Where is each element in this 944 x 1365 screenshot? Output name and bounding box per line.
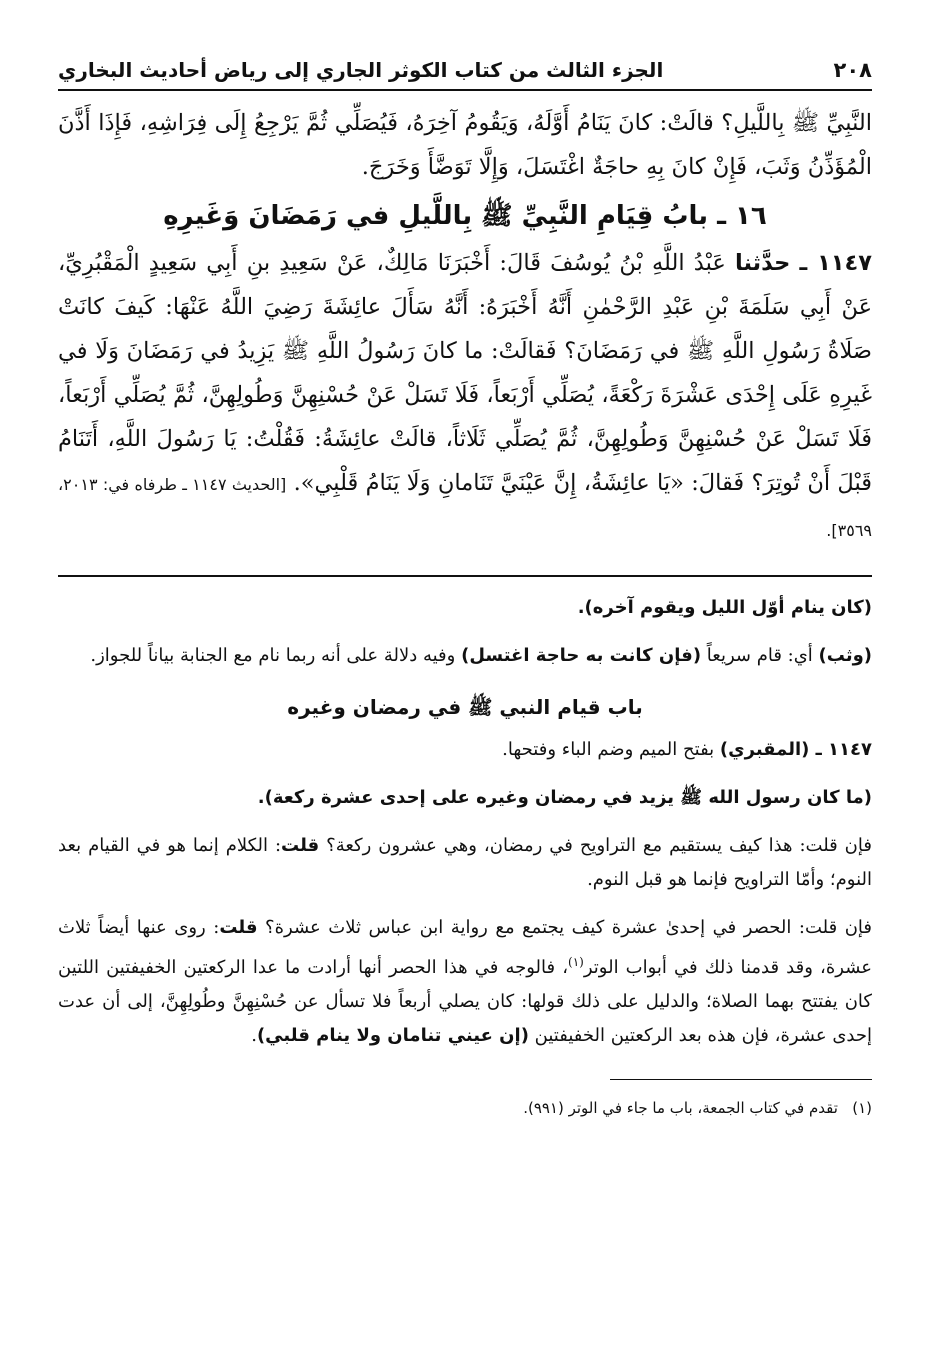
commentary-paragraph-3 [58,733,872,767]
page-number: ٢٠٨ [833,58,872,82]
quoted-phrase: (ما كان رسول الله ﷺ يزيد في رمضان وغيره على إحدى عشرة ركعة). [257,787,872,808]
commentary-text: ، فالوجه في هذا الحصر أنها أرادت ما عدا الركعتين الخفيفتين اللتين كان يفتتح بهما الصلاة؛ والدليل على ذلك قولها: كان يصلي أربعاً فلا تسأل عن حُسْنِهِنَّ وطُولِهِنَّ، إلى أن عدت إحدى عشرة، فإن هذه بعد الركعتين الخفيفتين [58,957,872,1046]
commentary-section [58,591,872,1053]
hadith-opening: حدَّثنا [735,250,791,276]
commentary-text: : الكلام إنما هو في القيام بعد النوم؛ وأمّا التراويح فإنما هو قبل النوم. [58,835,872,890]
hadith-paragraph [58,241,872,553]
continued-text: النَّبِيِّ ﷺ بِاللَّيلِ؟ قالَتْ: كانَ يَنَامُ أَوَّلَهُ، وَيَقُومُ آخِرَهُ، فَيُصَلِّي ثُمَّ يَرْجِعُ إِلَى فِرَاشِهِ، فَإِذَا أَذَّنَ الْمُؤَذِّنُ وَثَبَ، فَإِنْ كانَ بِهِ حاجَةٌ اغْتَسَلَ، وَإِلَّا تَوَضَّأَ وَخَرَجَ. [58,110,872,180]
footnote-text: تقدم في كتاب الجمعة، باب ما جاء في الوتر (٩٩١). [523,1099,838,1117]
book-title: الجزء الثالث من كتاب الكوثر الجاري إلى رياض أحاديث البخاري [58,58,664,82]
hadith-text: عَبْدُ اللَّهِ بْنُ يُوسُفَ قَالَ: أَخْبَرَنَا مَالِكٌ، عَنْ سَعِيدِ بنِ أَبِي سَعِيدٍ الْمَقْبُرِيِّ، عَنْ أَبِي سَلَمَةَ بْنِ عَبْدِ الرَّحْمٰنِ أَنَّهُ أَخْبَرَهُ: أَنَّهُ سَأَلَ عائِشَةَ رَضِيَ اللَّهُ عَنْهَا: كَيفَ كانَتْ صَلَاةُ رَسُولِ اللَّهِ ﷺ في رَمَضَانَ؟ فَقالَتْ: ما كانَ رَسُولُ اللَّهِ ﷺ يَزِيدُ في رَمَضَانَ وَلَا في غَيرِهِ عَلَى إِحْدَى عَشْرَةَ رَكْعَةً، يُصَلِّي أَرْبَعاً، فَلَا تَسَلْ عَنْ حُسْنِهِنَّ وَطُولِهِنَّ، ثُمَّ يُصَلِّي أَرْبَعاً، فَلَا تَسَلْ عَنْ حُسْنِهِنَّ وَطُولِهِنَّ، ثُمَّ يُصَلِّي ثَلَاثاً، قالَتْ عائِشَةُ: فَقُلْتُ: يَا رَسُولَ اللَّهِ، أَتَنَامُ قَبْلَ أَنْ تُوتِرَ؟ فَقالَ: «يَا عائِشَةُ، إِنَّ عَيْنَيَّ تَنَامانِ وَلَا يَنَامُ قَلْبِي». [58,250,873,496]
quoted-phrase: (إن عيني تنامان ولا ينام قلبي) [256,1025,529,1046]
commentary-text: بفتح الميم وضم الباء وفتحها. [502,739,720,760]
hadith-number: ١١٤٧ ـ [799,250,873,276]
commentary-text: . [251,1025,257,1046]
commentary-text: فإن قلت: الحصر في إحدىٰ عشرة كيف يجتمع مع رواية ابن عباس ثلاث عشرة؟ [257,917,872,938]
hadith-section [58,101,872,553]
chapter-heading: ١٦ ـ بابُ قِيَامِ النَّبِيِّ ﷺ بِاللَّيلِ في رَمَضَانَ وَغَيرِهِ [163,201,767,231]
footnote-divider [610,1079,872,1080]
commentary-text: فإن قلت: هذا كيف يستقيم مع التراويح في رمضان، وهي عشرون ركعة؟ [319,835,872,856]
answer-marker: قلت [281,835,320,856]
footnote-marker[interactable]: (١) [568,955,584,969]
book-page [58,58,872,1120]
commentary-text: وفيه دلالة على أنه ربما نام مع الجنابة بياناً للجواز. [90,645,462,666]
running-header [58,58,872,91]
footnote-number: (١) [852,1099,872,1117]
quoted-phrase: (فإن كانت به حاجة اغتسل) [461,645,702,666]
hadith-reference: [الحديث ١١٤٧ ـ طرفاه في: ٢٠١٣، ٣٥٦٩]. [58,475,872,540]
footnote [58,1096,872,1120]
commentary-paragraph-4 [58,781,872,815]
commentary-paragraph-2 [58,639,872,673]
commentary-paragraph-6 [58,911,872,1053]
commentary-chapter-heading: باب قيام النبي ﷺ في رمضان وغيره [287,695,643,719]
commentary-text: : روى عنها أيضاً ثلاث عشرة، وقد قدمنا ذلك في أبواب الوتر [58,917,872,978]
commentary-paragraph-1 [58,591,872,625]
quoted-phrase: ١١٤٧ ـ (المقبري) [719,739,872,760]
commentary-paragraph-5 [58,829,872,897]
section-divider [58,575,872,577]
answer-marker: قلت [219,917,258,938]
quoted-phrase: (كان ينام أوّل الليل ويقوم آخره). [577,597,872,618]
quoted-phrase: (وثب) [818,645,872,666]
commentary-text: أي: قام سريعاً [701,645,819,666]
